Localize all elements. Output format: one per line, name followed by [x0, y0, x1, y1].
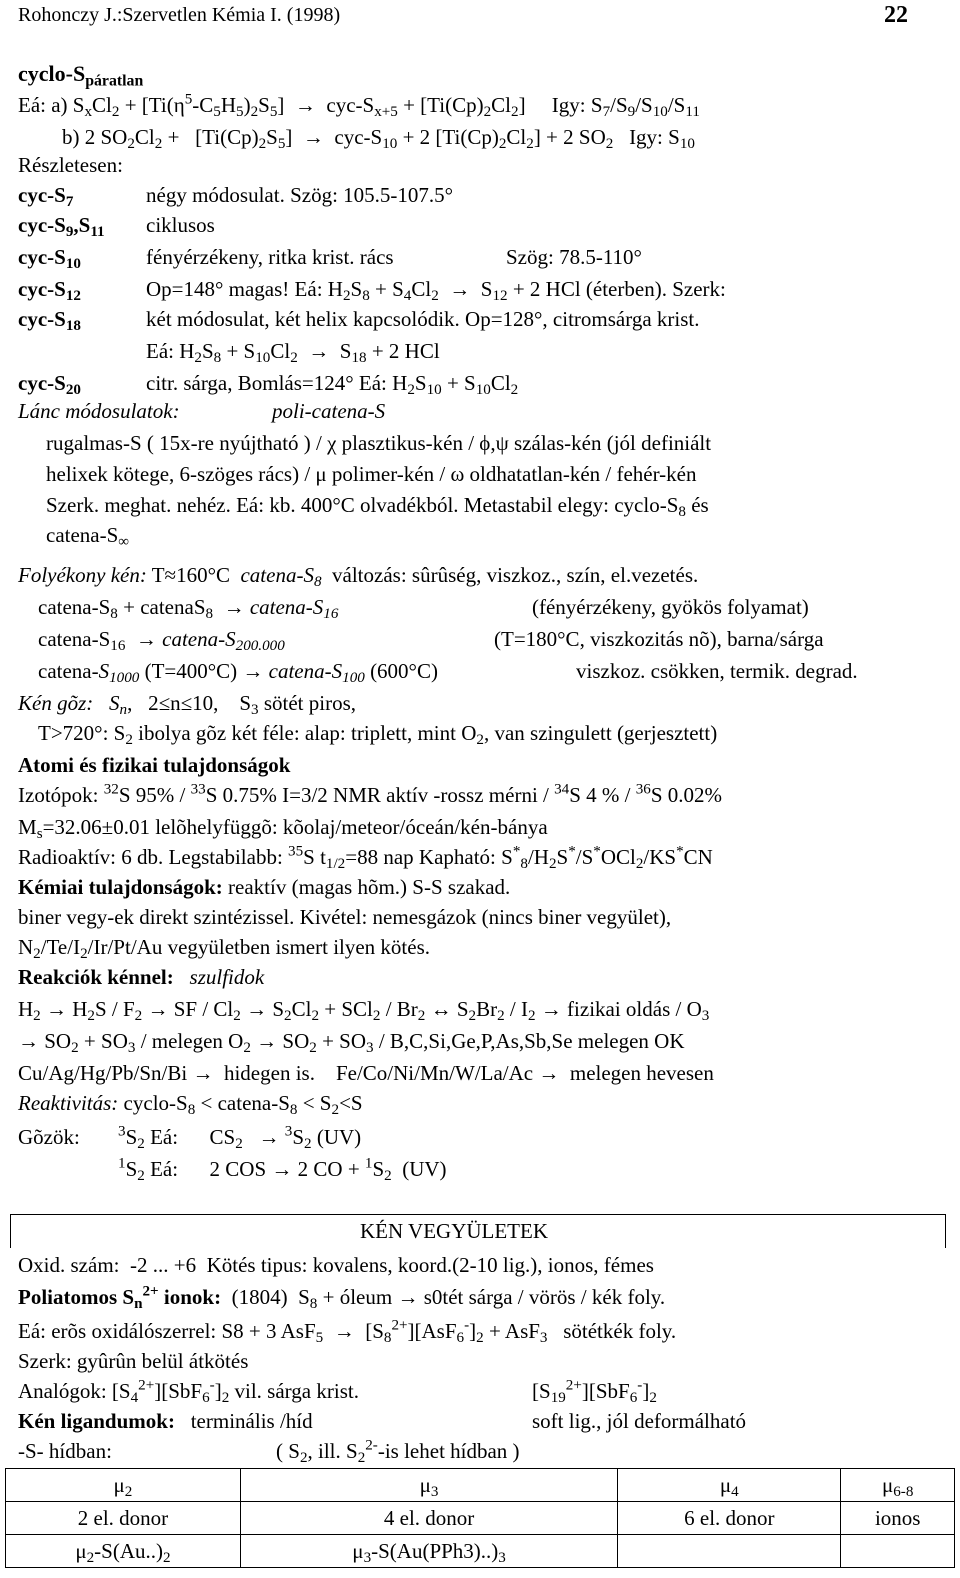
gozok-line-1: Gõzök:: [18, 1125, 80, 1149]
poliatomos-line: Poliatomos $S_n^{2+}$ ionok: (1804) $S_8$ + óleum → s0tét sárga / vörös / kék foly.: [18, 1283, 666, 1313]
cyc-s12-desc: Op=148° magas! Eá: $H_2S_8 + S_4Cl_2 \to S_{12} + 2$ HCl (éterben). Szerk:: [146, 277, 726, 305]
running-header: [18, 4, 340, 26]
reaction-1: catena-$S_8$ + catenaS$_8$ → catena-$S_{16}$: [38, 595, 339, 623]
mu-donor-cell: 6 el. donor: [618, 1502, 841, 1535]
ms-line: $M_s=32.06\pm 0.01$ lelõhelyfüggõ: kõolaj/meteor/óceán/kén-bánya: [18, 815, 548, 843]
lanc-value: poli-catena-S: [272, 399, 386, 423]
mu-header-cell: $\mu_2$: [6, 1469, 241, 1502]
cyc-s9-label: cyc-$S_9,S_{11}$: [18, 213, 105, 241]
mu-example-row: [6, 1535, 955, 1568]
mu-example-cell: [841, 1535, 955, 1568]
page-number: 22: [884, 2, 908, 28]
reaktivitas-line: Reaktivitás: cyclo-$S_8$ < catena-$S_8 < S_2<S$: [18, 1091, 363, 1119]
folyekony-line: Folyékony kén: T≈160°C catena-$S_8$ változás: sûrûség, viszkoz., szín, el.vezetés.: [18, 563, 699, 591]
header-left: Rohonczy J.:Szervetlen Kémia I. (1998): [18, 4, 341, 26]
t720-line: T>720°: $S_2$ ibolya gõz két féle: alap: triplett, mint $O_2$, van szingulett (gerjesztett): [38, 721, 718, 749]
compounds-title: KÉN VEGYÜLETEK: [360, 1219, 548, 1243]
cyc-s18-desc: két módosulat, két helix kapcsolódik. Op=128°, citromsárga krist.: [146, 307, 700, 331]
oxid-line: Oxid. szám: -2 ... +6 Kötés tipus: kovalens, koord.(2-10 lig.), ionos, fémes: [18, 1253, 654, 1277]
cyc-s12-label: cyc-$S_{12}$: [18, 277, 81, 305]
analogok-s19: $[S_{19}^{2+}][SbF_6^-]_2$: [532, 1377, 657, 1407]
ea-a-line: Eá: a) $S_xCl_2 + [Ti(\eta^5-C_5H_5)_2S_5] \to cyc-S_{x+5} + [Ti(Cp)_2Cl_2]$ Igy: $S_7/S_9/S_{10}/S_{11}$: [18, 91, 700, 121]
ligandum-line: Kén ligandumok: terminális /híd: [18, 1409, 313, 1433]
chem-title-line: Kémiai tulajdonságok: reaktív (magas hõm.) S-S szakad.: [18, 875, 511, 899]
mu-header-cell: $\mu_3$: [240, 1469, 617, 1502]
hid-label: -S- hídban:: [18, 1439, 112, 1463]
rugalmas-line: rugalmas-S ( 15x-re nyújtható ) / χ plasztikus-kén / ϕ,ψ szálas-kén (jól definiált: [46, 431, 712, 455]
szerk-line: Szerk. meghat. nehéz. Eá: kb. 400°C olvadékból. Metastabil elegy: cyclo-$S_8$ és: [46, 493, 709, 521]
ligandum-tail: soft lig., jól deformálható: [532, 1409, 747, 1433]
mu-donor-row: [6, 1502, 955, 1535]
reaction-3-note: viszkoz. csökken, termik. degrad.: [576, 659, 858, 683]
cyc-s10-label: cyc-$S_{10}$: [18, 245, 81, 273]
cyc-s7-desc: négy módosulat. Szög: 105.5-107.5°: [146, 183, 454, 207]
chem-line-3: $N_2/Te/I_2/Ir/Pt/Au$ vegyületben ismert ilyen kötés.: [18, 935, 431, 963]
gaz-line: Kén gõz: $S_n$, 2≤n≤10, $S_3$ sötét piros,: [18, 691, 357, 719]
chem-line-2: biner vegy-ek direkt szintézissel. Kivétel: nemesgázok (nincs biner vegyület),: [18, 905, 672, 929]
reaction-2-note: (T=180°C, viszkozitás nõ), barna/sárga: [494, 627, 824, 651]
mu-example-cell: $\mu_2-S(Au..)_2$: [6, 1535, 241, 1568]
reaction-metals: Cu/Ag/Hg/Pb/Sn/Bi → hidegen is. Fe/Co/Ni/Mn/W/La/Ac → melegen hevesen: [18, 1061, 714, 1085]
reszletesen: Részletesen:: [18, 153, 123, 177]
mu-donor-cell: ionos: [841, 1502, 955, 1535]
analogok-line: Analógok: $[S_4^{2+}][SbF_6^-]_2$ vil. sárga krist.: [18, 1377, 359, 1407]
atomic-title: Atomi és fizikai tulajdonságok: [18, 753, 291, 777]
reakciok-line: Reakciók kénnel: szulfidok: [18, 965, 265, 989]
mu-header-cell: $\mu_4$: [618, 1469, 841, 1502]
reaction-3: catena-$S_{1000}$ (T=400°C) → catena-$S_{100}$ (600°C): [38, 659, 438, 687]
ea-oxid-line: Eá: erõs oxidálószerrel: S8 + 3 $AsF_5 \to [S_8^{2+}][AsF_6^-]_2 + AsF_3$ sötétkék foly.: [18, 1317, 677, 1347]
cyc-s9-desc: ciklusos: [146, 213, 215, 237]
mu-table: [5, 1468, 955, 1568]
cyc-s18-eq: Eá: $H_2S_8 + S_{10}Cl_2 \to S_{18} + 2$ HCl: [146, 339, 440, 367]
gozok-eq-1: $^3S_2$ Eá: $CS_2 \to ^3S_2$ (UV): [118, 1123, 362, 1153]
cyc-s10-angle: Szög: 78.5-110°: [506, 245, 642, 269]
radio-line: Radioaktív: 6 db. Legstabilabb: $^{35}$S $t_{1/2}=88$ nap Kapható: $S^*_8/H_2S^*/S^*OCl_2/KS^*CN$: [18, 843, 713, 873]
catena-inf-line: catena-$S_\infty$: [46, 523, 130, 551]
cyc-s7-label: cyc-$S_7$: [18, 183, 74, 211]
cyc-s10-desc: fényérzékeny, ritka krist. rács: [146, 245, 394, 269]
mu-example-cell: $\mu_3-S(Au(PPh3)..)_3$: [240, 1535, 617, 1568]
lanc-label: Lánc módosulatok:: [18, 399, 180, 423]
mu-header-row: [6, 1469, 955, 1502]
cyc-s18-label: cyc-$S_{18}$: [18, 307, 81, 335]
hid-value: ( $S_2$, ill. $S_2^{2-}-is$ lehet hídban ): [276, 1437, 520, 1467]
cyclo-odd-title: cyclo-$S_{páratlan}$: [18, 61, 144, 90]
mu-header-cell: $\mu_{6-8}$: [841, 1469, 955, 1502]
mu-donor-cell: 2 el. donor: [6, 1502, 241, 1535]
mu-donor-cell: 4 el. donor: [240, 1502, 617, 1535]
gozok-eq-2: $^1S_2$ Eá: 2 COS → 2 CO + $^1S_2$ (UV): [118, 1155, 447, 1185]
reaction-2: catena-$S_{16}$ → catena-$S_{200.000}$: [38, 627, 285, 655]
helixek-line: helixek kötege, 6-szöges rács) / μ polimer-kén / ω oldhatatlan-kén / fehér-kén: [46, 462, 697, 486]
szerk-gyuru: Szerk: gyûrûn belül átkötés: [18, 1349, 249, 1373]
ea-b-line: b) 2 $SO_2Cl_2 + [Ti(Cp)_2S_5] \to cyc-S_{10} + 2$ $[Ti(Cp)_2Cl_2] + 2$ $SO_2$ Igy: $S_{10}$: [62, 125, 695, 153]
cyc-s20-desc: citr. sárga, Bomlás=124° Eá: $H_2S_{10} + S_{10}Cl_2$: [146, 371, 519, 399]
reaction-halogens: $H_2 \to H_2S / F_2$ → SF / $Cl_2 \to S_2Cl_2 + SCl_2 / Br_2$ ↔ $S_2Br_2 / I_2$ → fizikai oldás / $O_3$: [18, 997, 710, 1025]
mu-example-cell: [618, 1535, 841, 1568]
reaction-1-note: (fényérzékeny, gyökös folyamat): [532, 595, 809, 619]
izotopok-line: Izotópok: $^{32}$S 95% / $^{33}$S 0.75% I=3/2 NMR aktív -rossz mérni / $^{34}$S 4 % / $^{36}$S 0.02%: [18, 781, 723, 807]
reaction-oxides: → $SO_2 + SO_3$ / melegen $O_2 \to SO_2 + SO_3 / B,C,Si,Ge,P,As,Sb,Se$ melegen OK: [18, 1029, 685, 1057]
cyc-s20-label: cyc-$S_{20}$: [18, 371, 81, 399]
